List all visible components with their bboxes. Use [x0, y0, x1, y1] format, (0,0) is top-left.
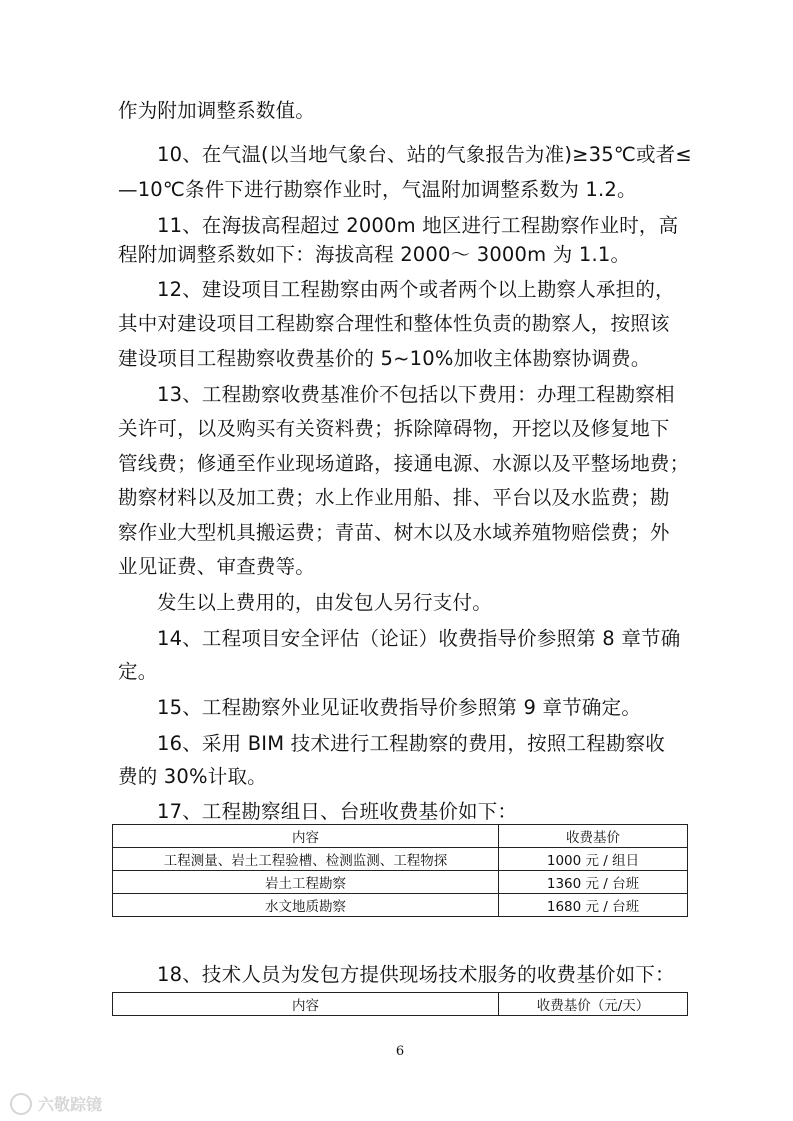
header-content: 内容 — [113, 825, 499, 848]
cell-content: 工程测量、岩土工程验槽、检测监测、工程物探 — [113, 848, 499, 871]
item-13-line-6: 业见证费、审查费等。 — [118, 555, 316, 578]
table-row — [113, 871, 688, 894]
header-content: 内容 — [113, 993, 499, 1016]
watermark-logo-icon — [10, 1093, 32, 1115]
fee-table-18 — [112, 992, 688, 1016]
item-10-line-2: —10℃条件下进行勘察作业时，气温附加调整系数为 1.2。 — [118, 178, 637, 201]
item-12-line-2: 其中对建设项目工程勘察合理性和整体性负责的勘察人，按照该 — [118, 312, 670, 335]
table-header-row — [113, 825, 688, 848]
item-13-line-2: 关许可，以及购买有关资料费；拆除障碍物，开挖以及修复地下 — [118, 417, 670, 440]
item-13-line-4: 勘察材料以及加工费；水上作业用船、排、平台以及水监费；勘 — [118, 486, 670, 509]
item-17-line: 17、工程勘察组日、台班收费基价如下： — [157, 800, 518, 823]
item-14-line-2: 定。 — [118, 660, 158, 683]
item-16-line-2: 费的 30%计取。 — [118, 765, 267, 788]
table-header-row — [113, 993, 688, 1016]
item-15-line: 15、工程勘察外业见证收费指导价参照第 9 章节确定。 — [157, 696, 642, 719]
extra-cost-note: 发生以上费用的，由发包人另行支付。 — [157, 591, 492, 614]
item-16-line-1: 16、采用 BIM 技术进行工程勘察的费用，按照工程勘察收 — [157, 732, 665, 755]
text-line: 作为附加调整系数值。 — [118, 99, 316, 122]
watermark-text: 六敬踪镜 — [38, 1095, 103, 1114]
item-14-line-1: 14、工程项目安全评估（论证）收费指导价参照第 8 章节确 — [157, 627, 681, 650]
cell-price: 1680 元 / 台班 — [499, 894, 688, 917]
item-10-line-1: 10、在气温(以当地气象台、站的气象报告为准)≥35℃或者≤ — [157, 143, 692, 166]
cell-price: 1000 元 / 组日 — [499, 848, 688, 871]
header-price: 收费基价 — [499, 825, 688, 848]
watermark — [10, 1092, 102, 1115]
item-12-line-3: 建设项目工程勘察收费基价的 5~10%加收主体勘察协调费。 — [118, 347, 651, 370]
item-11-line-1: 11、在海拔高程超过 2000m 地区进行工程勘察作业时，高 — [157, 214, 679, 237]
item-18-line: 18、技术人员为发包方提供现场技术服务的收费基价如下： — [157, 963, 675, 986]
header-price: 收费基价（元/天） — [499, 993, 688, 1016]
cell-price: 1360 元 / 台班 — [499, 871, 688, 894]
fee-table-17 — [112, 824, 688, 917]
item-13-line-5: 察作业大型机具搬运费；青苗、树木以及水域养殖物赔偿费；外 — [118, 521, 670, 544]
cell-content: 岩土工程勘察 — [113, 871, 499, 894]
table-row — [113, 894, 688, 917]
table-row — [113, 848, 688, 871]
item-13-line-1: 13、工程勘察收费基准价不包括以下费用：办理工程勘察相 — [157, 383, 675, 406]
item-11-line-2: 程附加调整系数如下：海拔高程 2000～ 3000m 为 1.1。 — [118, 243, 631, 266]
page-number: 6 — [395, 1044, 405, 1059]
item-13-line-3: 管线费；修通至作业现场道路，接通电源、水源以及平整场地费； — [118, 452, 690, 475]
cell-content: 水文地质勘察 — [113, 894, 499, 917]
item-12-line-1: 12、建设项目工程勘察由两个或者两个以上勘察人承担的， — [157, 278, 675, 301]
